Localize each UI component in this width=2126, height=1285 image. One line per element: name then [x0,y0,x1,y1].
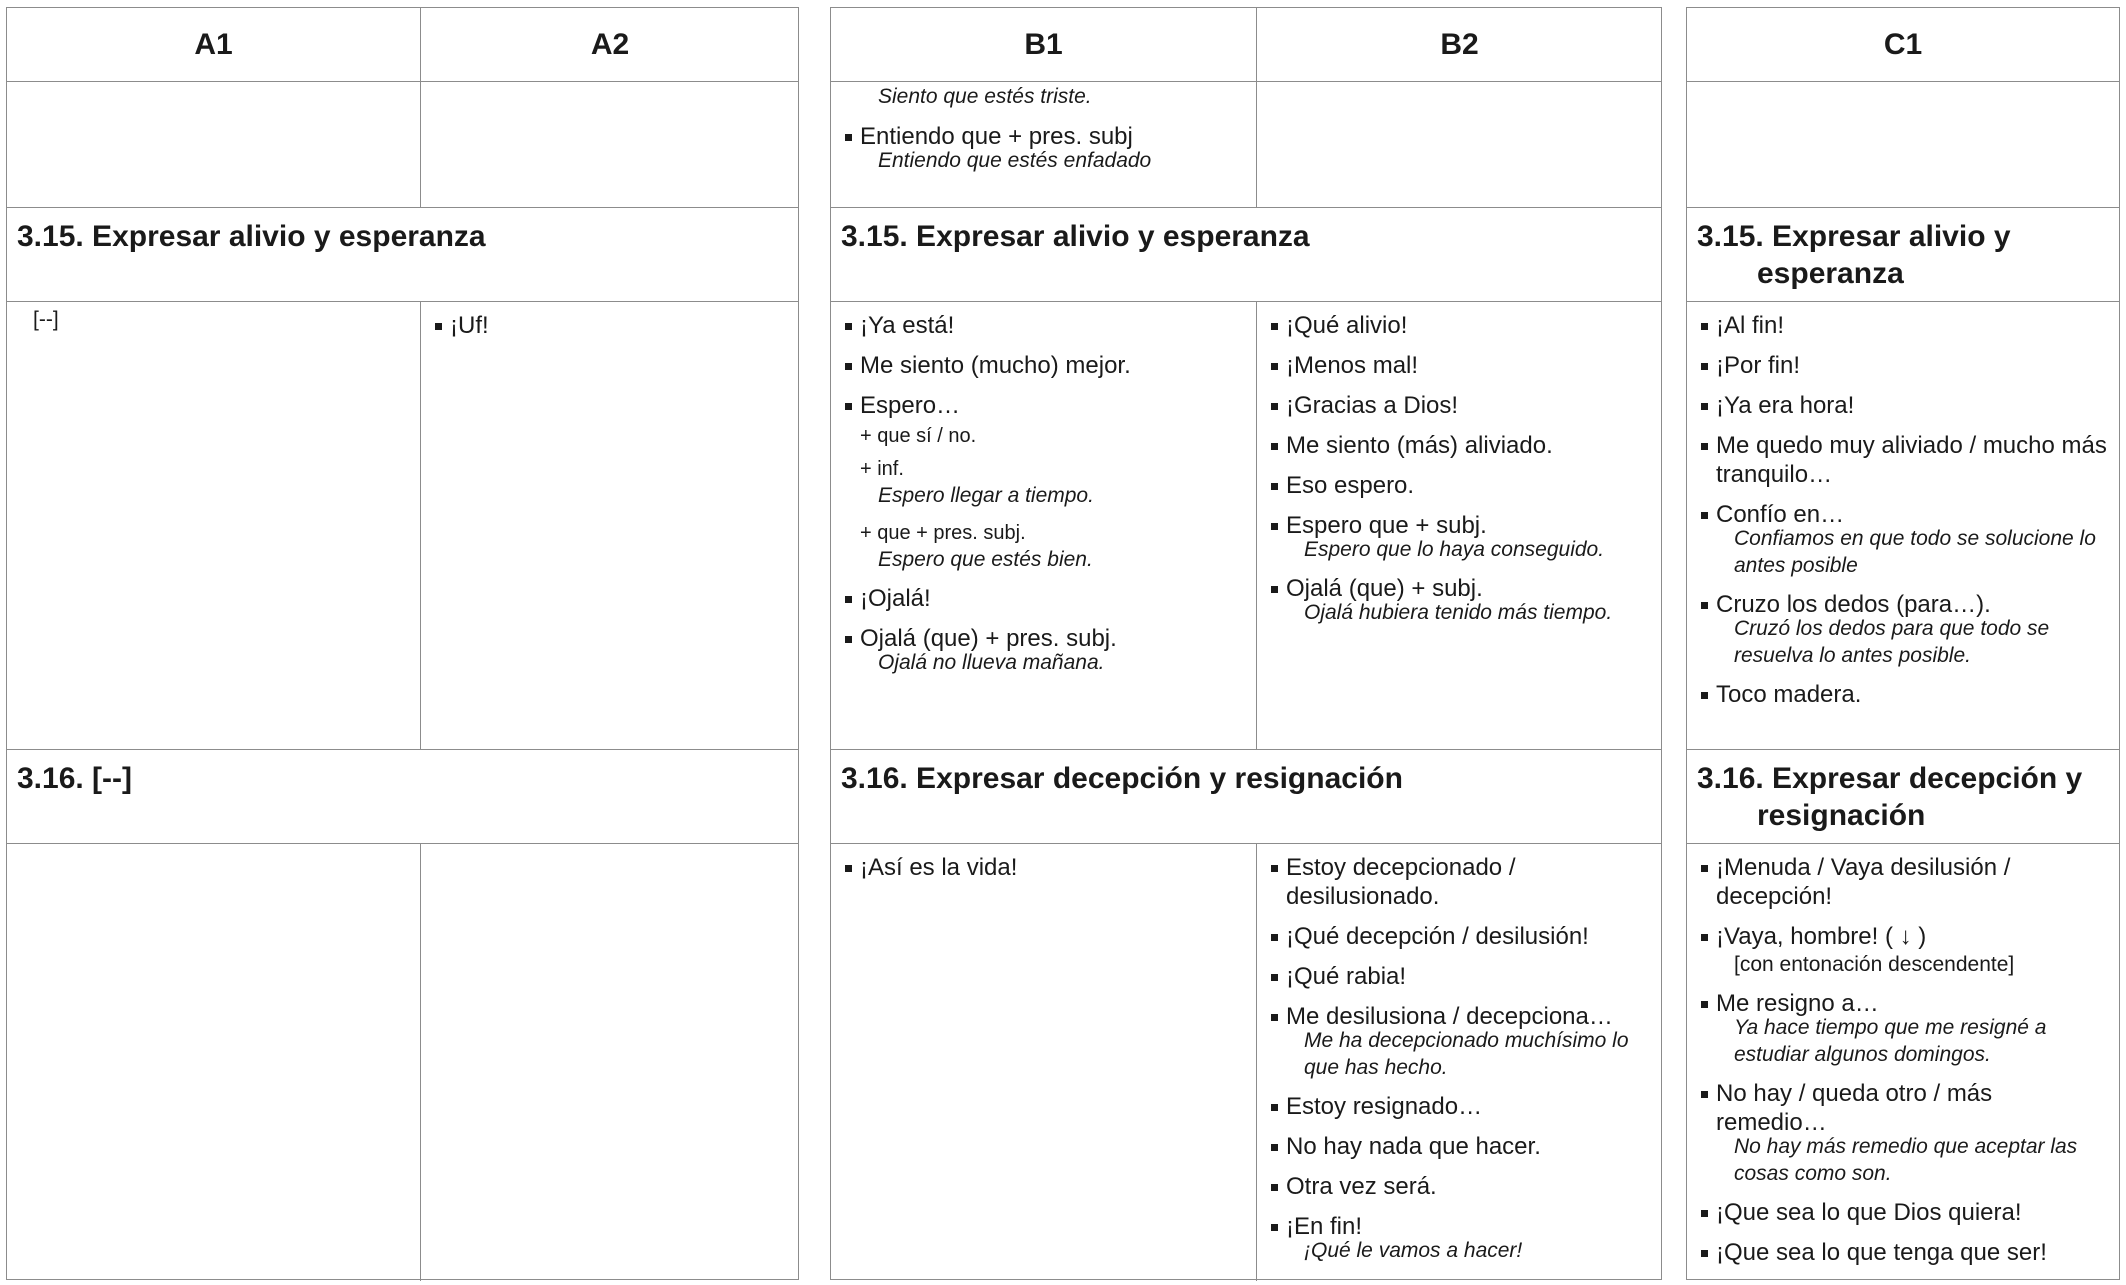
list-item: Entiendo que + pres. subj Entiendo que estés enfadado [843,122,1246,174]
list-item: ¡Qué alivio! [1269,311,1652,340]
header-b1: B1 [831,8,1257,82]
list-item: No hay nada que hacer. [1269,1132,1652,1161]
list-item: ¡Gracias a Dios! [1269,391,1652,420]
list-item: No hay / queda otro / más remedio… No hay más remedio que aceptar las cosas como son. [1699,1079,2109,1187]
c1-3-15-cell [1687,302,2119,750]
section-3-16-title-a: 3.16. [--] [7,750,799,844]
note-text: [con entonación descendente] [1734,953,2015,976]
list-item: ¡Al fin! [1699,311,2109,340]
b1-top-cell [831,82,1257,208]
example-text: Espero llegar a tiempo. [878,484,1094,507]
list-item: Estoy resignado… [1269,1092,1652,1121]
list-item: Espero… + que sí / no. + inf. Espero llegar a tiempo. + que + pres. subj. Espero que estés bien. [843,391,1246,573]
list-item: ¡Menos mal! [1269,351,1652,380]
c1-3-16-cell [1687,844,2119,1281]
b1-3-16-cell [831,844,1257,1281]
a2-3-15-cell [421,302,799,750]
list-item: ¡Qué decepción / desilusión! [1269,922,1652,951]
header-a2: A2 [421,8,799,82]
example-text: No hay más remedio que aceptar las cosas como son. [1734,1135,2078,1185]
table-b1-b2 [830,7,1662,1280]
list-item: Me siento (mucho) mejor. [843,351,1246,380]
header-a1: A1 [7,8,421,82]
section-3-15-title-b: 3.15. Expresar alivio y esperanza [831,208,1662,302]
b2-3-16-cell [1257,844,1662,1281]
section-3-16-title-b: 3.16. Expresar decepción y resignación [831,750,1662,844]
list-item: Me desilusiona / decepciona… Me ha decepcionado muchísimo lo que has hecho. [1269,1002,1652,1081]
a1-3-16-cell [7,844,421,1281]
example-text: Ojalá hubiera tenido más tiempo. [1304,601,1613,624]
a1-top-cell [7,82,421,208]
b1-3-15-cell [831,302,1257,750]
list-item: Espero que + subj. Espero que lo haya conseguido. [1269,511,1652,563]
sub-item: + que + pres. subj. [860,522,1026,544]
list-item: ¡En fin! ¡Qué le vamos a hacer! [1269,1212,1652,1264]
b2-3-15-cell [1257,302,1662,750]
a1-placeholder: [--] [33,308,59,331]
section-3-15-title-a: 3.15. Expresar alivio y esperanza [7,208,799,302]
example-text: Cruzó los dedos para que todo se resuelva lo antes posible. [1734,617,2050,667]
list-item: Cruzo los dedos (para…). Cruzó los dedos para que todo se resuelva lo antes posible. [1699,590,2109,669]
list-item: Me resigno a… Ya hace tiempo que me resigné a estudiar algunos domingos. [1699,989,2109,1068]
list-item: ¡Vaya, hombre! ( ↓ ) [con entonación descendente] [1699,922,2109,978]
section-3-16-title-c: 3.16. Expresar decepción y resignación [1687,750,2119,844]
list-item: ¡Uf! [433,311,789,340]
a2-3-16-cell [421,844,799,1281]
a1-3-15-cell [7,302,421,750]
example-text: Espero que estés bien. [878,548,1093,571]
example-text: Espero que lo haya conseguido. [1304,538,1605,561]
b2-top-cell [1257,82,1662,208]
c1-top-cell [1687,82,2119,208]
list-item: ¡Que sea lo que tenga que ser! [1699,1238,2109,1267]
sub-item: + que sí / no. [860,425,977,447]
example-text: Confiamos en que todo se solucione lo antes posible [1734,527,2096,577]
list-item: ¡Por fin! [1699,351,2109,380]
list-item: ¡Ya era hora! [1699,391,2109,420]
example-text: Me ha decepcionado muchísimo lo que has hecho. [1304,1029,1629,1079]
list-item: ¡Ojalá! [843,584,1246,613]
header-c1: C1 [1687,8,2119,82]
section-3-15-title-c: 3.15. Expresar alivio y esperanza [1687,208,2119,302]
list-item: Toco madera. [1699,680,2109,709]
list-item: Me siento (más) aliviado. [1269,431,1652,460]
sub-item: + inf. [860,458,904,480]
header-b2: B2 [1257,8,1662,82]
list-item: ¡Así es la vida! [843,853,1246,882]
example-text: Ojalá no llueva mañana. [878,651,1105,674]
list-item: Estoy decepcionado / desilusionado. [1269,853,1652,911]
example-text: ¡Qué le vamos a hacer! [1304,1239,1523,1262]
example-text: Entiendo que estés enfadado [878,149,1152,172]
a2-top-cell [421,82,799,208]
example-text: Ya hace tiempo que me resigné a estudiar algunos domingos. [1734,1016,2047,1066]
list-item: ¡Qué rabia! [1269,962,1652,991]
table-a1-a2 [6,7,799,1280]
example-text: Siento que estés triste. [878,85,1092,108]
list-item: Confío en… Confiamos en que todo se solucione lo antes posible [1699,500,2109,579]
list-item: ¡Que sea lo que Dios quiera! [1699,1198,2109,1227]
list-item: ¡Menuda / Vaya desilusión / decepción! [1699,853,2109,911]
table-c1 [1686,7,2120,1280]
list-item: Otra vez será. [1269,1172,1652,1201]
list-item: Me quedo muy aliviado / mucho más tranquilo… [1699,431,2109,489]
list-item: Ojalá (que) + subj. Ojalá hubiera tenido más tiempo. [1269,574,1652,626]
list-item: Eso espero. [1269,471,1652,500]
list-item: ¡Ya está! [843,311,1246,340]
list-item: Ojalá (que) + pres. subj. Ojalá no llueva mañana. [843,624,1246,676]
